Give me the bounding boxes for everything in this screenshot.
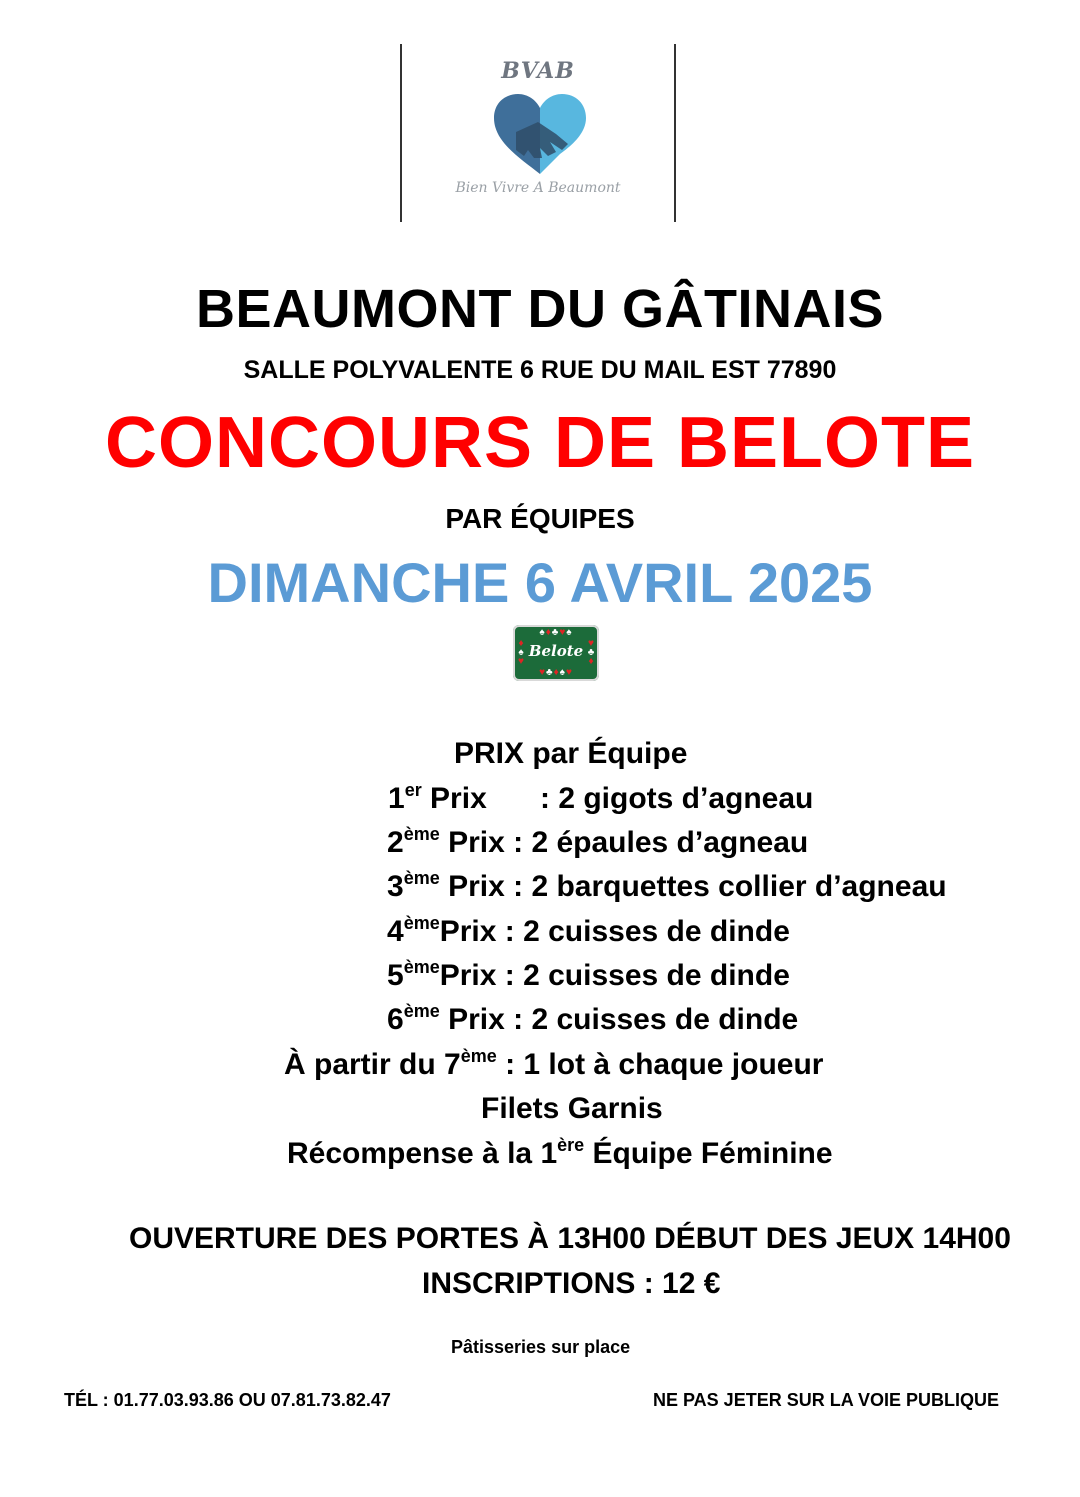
prize-rank: 6 <box>387 1003 404 1036</box>
town-title: BEAUMONT DU GÂTINAIS <box>196 279 884 339</box>
handshake-heart-icon <box>490 92 590 176</box>
prize-rank-suffix: ème <box>403 957 440 977</box>
prize-item-5 <box>387 958 790 994</box>
prize-female-suffix: ère <box>557 1135 585 1155</box>
prize-item-3 <box>387 869 947 905</box>
event-title: CONCOURS DE BELOTE <box>104 403 976 483</box>
registration-fee: INSCRIPTIONS : 12 € <box>422 1267 721 1300</box>
footer-phone: TÉL : 01.77.03.93.86 OU 07.81.73.82.47 <box>64 1390 391 1410</box>
prize-rank: 1 <box>388 782 405 815</box>
pastries-note: Pâtisseries sur place <box>451 1337 631 1357</box>
logo-initials: BVAB <box>501 58 575 84</box>
prize-rank: 2 <box>387 826 404 859</box>
prize-rank-suffix: ème <box>403 868 440 888</box>
prize-description: : 2 épaules d’agneau <box>513 826 809 859</box>
prize-rank-suffix: ème <box>403 824 440 844</box>
prize-female-prefix: Récompense à la 1 <box>287 1137 558 1170</box>
prize-description: : 2 cuisses de dinde <box>504 959 790 992</box>
prize-label: Prix <box>448 870 505 903</box>
prize-female-team <box>287 1136 833 1172</box>
prize-item-1 <box>388 780 814 817</box>
prize-extra: Filets Garnis <box>481 1092 663 1125</box>
opening-hours: OUVERTURE DES PORTES À 13H00 DÉBUT DES JEUX 14H00 <box>129 1222 1011 1255</box>
prize-description: : 2 cuisses de dinde <box>504 915 790 948</box>
prize-label: Prix <box>448 1003 505 1036</box>
prize-female-description: Équipe Féminine <box>584 1137 833 1170</box>
suits-bottom-icon: ♥♣♦♠♥ <box>539 667 573 678</box>
prize-seventh-description: : 1 lot à chaque joueur <box>496 1048 824 1081</box>
prize-label: Prix <box>448 826 505 859</box>
prize-rank-suffix: ème <box>403 1001 440 1021</box>
suits-top-icon: ♠♦♣♥♠ <box>539 627 573 638</box>
event-date: DIMANCHE 6 AVRIL 2025 <box>207 551 873 614</box>
logo-tagline: Bien Vivre A Beaumont <box>455 180 621 196</box>
event-subtitle: PAR ÉQUIPES <box>445 503 635 534</box>
belote-badge-label: Belote <box>528 642 584 660</box>
prize-rank: 5 <box>387 959 404 992</box>
prize-item-4 <box>387 914 790 950</box>
prize-seventh-onward <box>284 1047 823 1083</box>
prize-item-2 <box>387 825 808 861</box>
prize-rank: 3 <box>387 870 404 903</box>
suits-left-icon: ♦ ♠ ♥ <box>518 638 524 667</box>
prize-rank-suffix: er <box>404 780 422 800</box>
prize-description: : 2 gigots d’agneau <box>540 782 814 815</box>
prizes-heading: PRIX par Équipe <box>454 737 688 770</box>
venue-address: SALLE POLYVALENTE 6 RUE DU MAIL EST 77890 <box>243 356 837 384</box>
prize-item-6 <box>387 1002 798 1038</box>
logo <box>400 44 676 222</box>
prize-rank: 4 <box>387 915 404 948</box>
prize-description: : 2 cuisses de dinde <box>513 1003 799 1036</box>
prize-label: Prix <box>439 915 497 948</box>
footer-warning: NE PAS JETER SUR LA VOIE PUBLIQUE <box>653 1390 1000 1410</box>
prize-description: : 2 barquettes collier d’agneau <box>513 870 947 903</box>
prize-seventh-suffix: ème <box>460 1046 497 1066</box>
prize-seventh-prefix: À partir du 7 <box>284 1048 461 1081</box>
prize-label: Prix <box>430 782 487 815</box>
suits-right-icon: ♥ ♣ ♦ <box>587 638 595 667</box>
prize-rank-suffix: ème <box>403 913 440 933</box>
prize-label: Prix <box>439 959 497 992</box>
belote-badge <box>513 625 599 681</box>
